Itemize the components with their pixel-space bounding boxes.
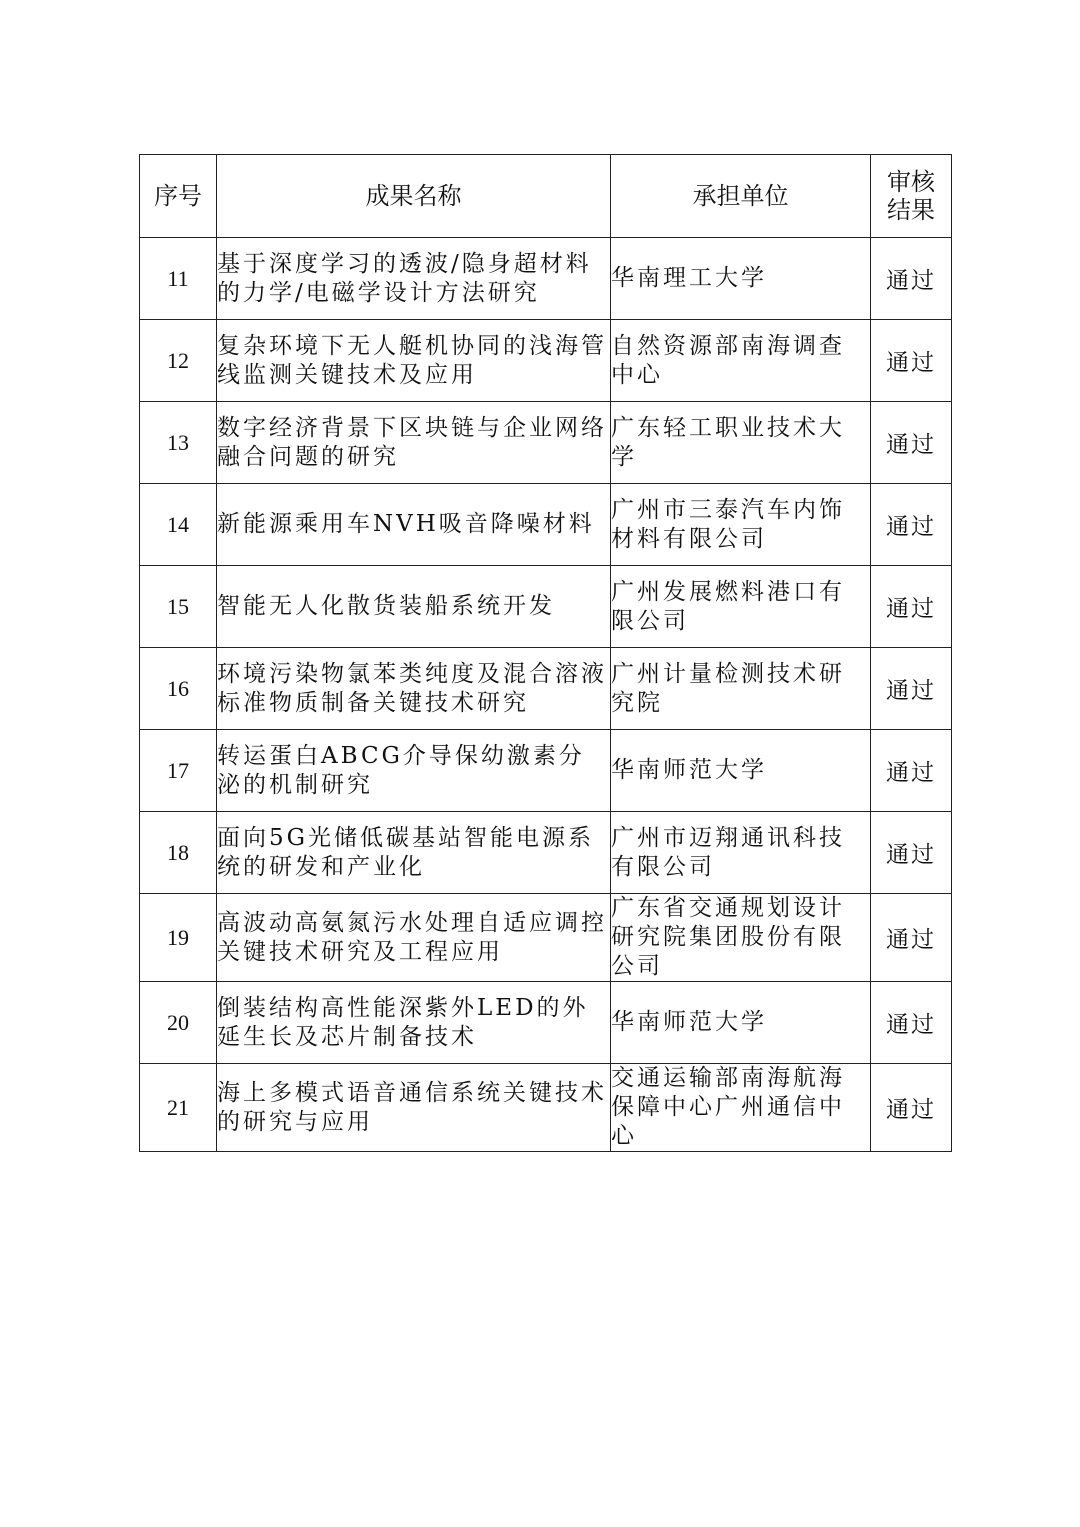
row-index: 13 xyxy=(140,402,217,484)
header-name: 成果名称 xyxy=(217,155,611,238)
row-name: 复杂环境下无人艇机协同的浅海管线监测关键技术及应用 xyxy=(217,320,611,402)
row-result: 通过 xyxy=(871,1064,952,1152)
row-unit: 广州市三泰汽车内饰材料有限公司 xyxy=(611,484,871,566)
table-row xyxy=(140,566,952,648)
row-unit: 广州市迈翔通讯科技有限公司 xyxy=(611,812,871,894)
row-unit: 广州计量检测技术研究院 xyxy=(611,648,871,730)
header-unit: 承担单位 xyxy=(611,155,871,238)
row-unit: 自然资源部南海调查中心 xyxy=(611,320,871,402)
row-index: 15 xyxy=(140,566,217,648)
row-index: 17 xyxy=(140,730,217,812)
row-name: 倒装结构高性能深紫外LED的外延生长及芯片制备技术 xyxy=(217,982,611,1064)
row-result: 通过 xyxy=(871,484,952,566)
row-unit: 广州发展燃料港口有限公司 xyxy=(611,566,871,648)
table-row xyxy=(140,402,952,484)
row-unit: 广东省交通规划设计研究院集团股份有限公司 xyxy=(611,894,871,982)
row-index: 16 xyxy=(140,648,217,730)
results-table xyxy=(139,154,952,1152)
table-row xyxy=(140,894,952,982)
row-result: 通过 xyxy=(871,648,952,730)
row-result: 通过 xyxy=(871,402,952,484)
row-name: 海上多模式语音通信系统关键技术的研究与应用 xyxy=(217,1064,611,1152)
header-result xyxy=(871,155,952,238)
row-index: 21 xyxy=(140,1064,217,1152)
row-result: 通过 xyxy=(871,982,952,1064)
row-unit: 华南师范大学 xyxy=(611,730,871,812)
table-row xyxy=(140,982,952,1064)
row-name: 基于深度学习的透波/隐身超材料的力学/电磁学设计方法研究 xyxy=(217,238,611,320)
row-result: 通过 xyxy=(871,894,952,982)
table-row xyxy=(140,812,952,894)
row-name: 转运蛋白ABCG介导保幼激素分泌的机制研究 xyxy=(217,730,611,812)
header-index: 序号 xyxy=(140,155,217,238)
row-index: 12 xyxy=(140,320,217,402)
table-header-row xyxy=(140,155,952,238)
header-result-line1: 审核 xyxy=(887,168,935,196)
row-index: 19 xyxy=(140,894,217,982)
row-result: 通过 xyxy=(871,812,952,894)
table-row xyxy=(140,648,952,730)
table-row xyxy=(140,320,952,402)
table-row xyxy=(140,1064,952,1152)
row-name: 数字经济背景下区块链与企业网络融合问题的研究 xyxy=(217,402,611,484)
row-index: 11 xyxy=(140,238,217,320)
table-row xyxy=(140,238,952,320)
row-name: 新能源乘用车NVH吸音降噪材料 xyxy=(217,484,611,566)
table-row xyxy=(140,730,952,812)
row-unit: 华南师范大学 xyxy=(611,982,871,1064)
row-unit: 广东轻工职业技术大学 xyxy=(611,402,871,484)
table-row xyxy=(140,484,952,566)
row-unit: 华南理工大学 xyxy=(611,238,871,320)
row-index: 14 xyxy=(140,484,217,566)
row-index: 20 xyxy=(140,982,217,1064)
row-name: 环境污染物氯苯类纯度及混合溶液标准物质制备关键技术研究 xyxy=(217,648,611,730)
row-result: 通过 xyxy=(871,320,952,402)
row-index: 18 xyxy=(140,812,217,894)
row-result: 通过 xyxy=(871,730,952,812)
row-result: 通过 xyxy=(871,238,952,320)
row-name: 高波动高氨氮污水处理自适应调控关键技术研究及工程应用 xyxy=(217,894,611,982)
row-name: 面向5G光储低碳基站智能电源系统的研发和产业化 xyxy=(217,812,611,894)
row-name: 智能无人化散货装船系统开发 xyxy=(217,566,611,648)
row-unit: 交通运输部南海航海保障中心广州通信中心 xyxy=(611,1064,871,1152)
row-result: 通过 xyxy=(871,566,952,648)
header-result-line2: 结果 xyxy=(887,196,935,224)
